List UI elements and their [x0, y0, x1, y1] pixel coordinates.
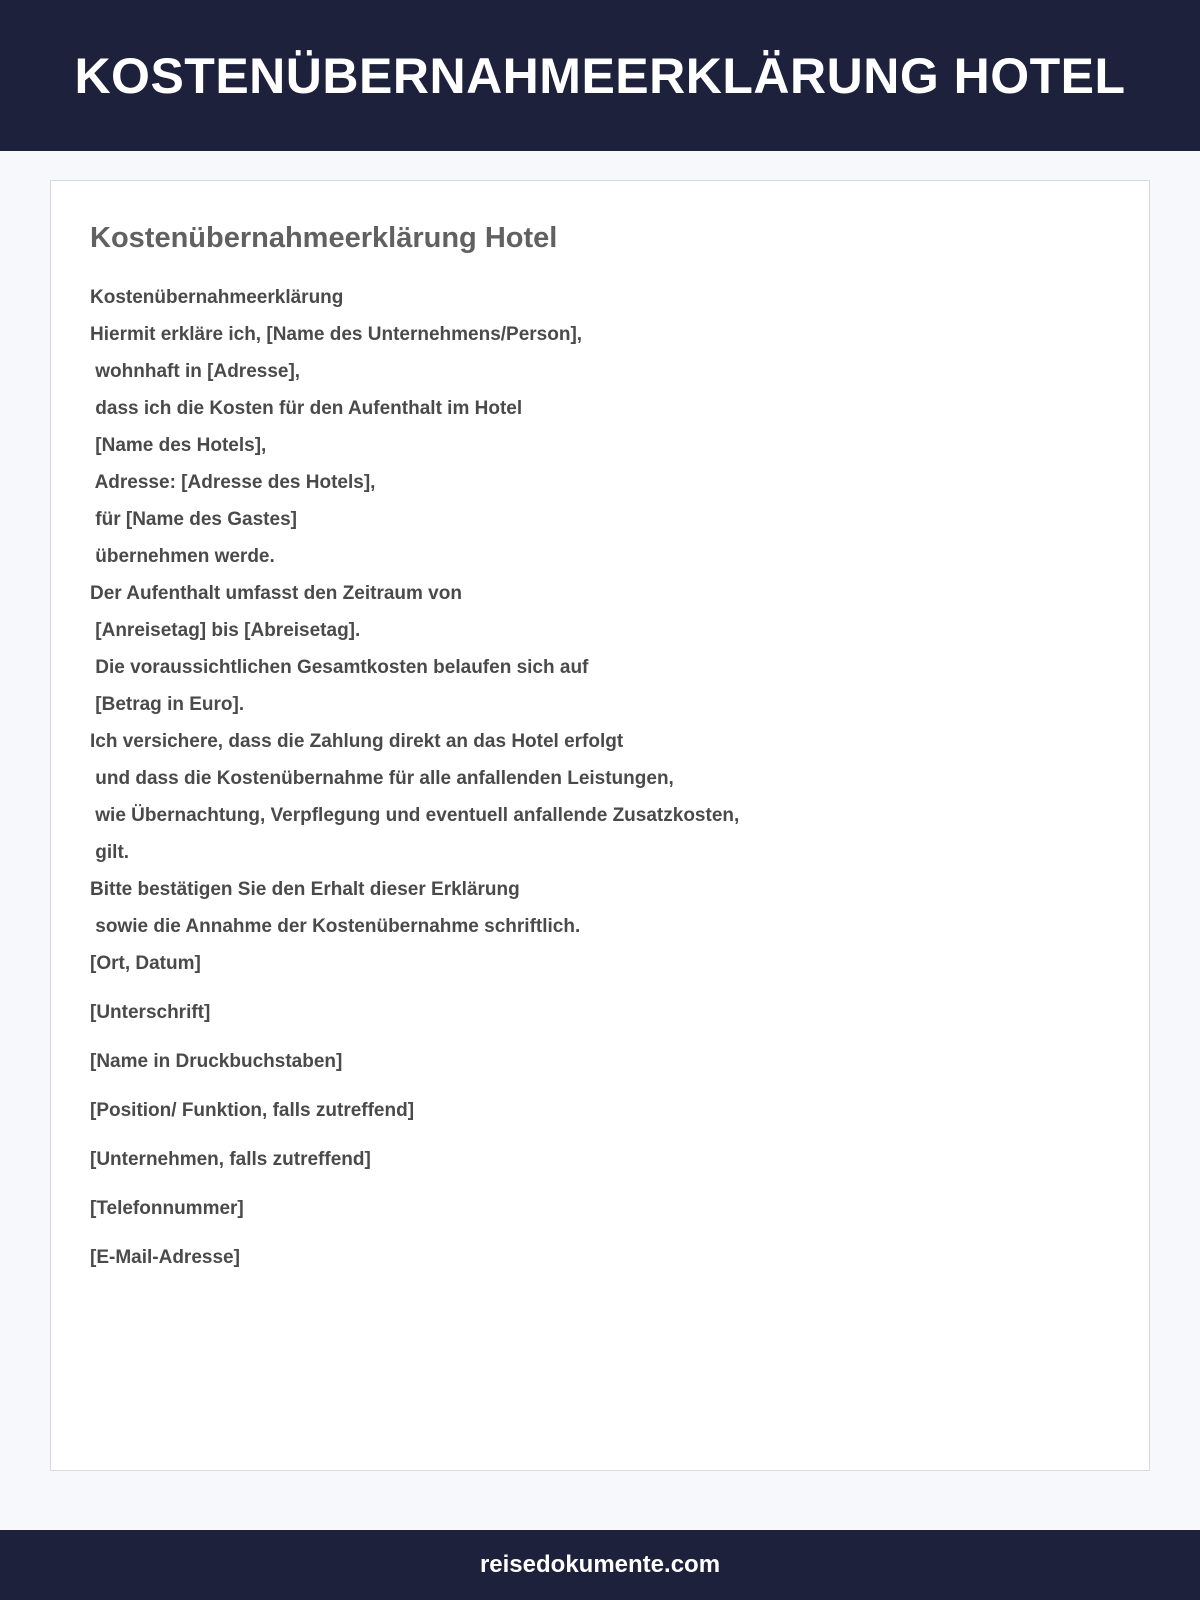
signature-field-place-date: [Ort, Datum]: [90, 953, 201, 974]
document-line: für [Name des Gastes]: [90, 509, 297, 530]
document-line: Adresse: [Adresse des Hotels],: [90, 472, 376, 493]
document-line: [Name des Hotels],: [90, 435, 267, 456]
page-header: [0, 0, 1200, 151]
document-line: Ich versichere, dass die Zahlung direkt an das Hotel erfolgt: [90, 731, 624, 752]
document-line: übernehmen werde.: [90, 546, 275, 567]
footer-site-name: reisedokumente.com: [479, 1551, 721, 1578]
document-line: [Betrag in Euro].: [90, 694, 245, 715]
document-line: wie Übernachtung, Verpflegung und eventuell anfallende Zusatzkosten,: [90, 805, 740, 826]
document-line: dass ich die Kosten für den Aufenthalt im Hotel: [90, 398, 523, 419]
document-line: Hiermit erkläre ich, [Name des Unternehmens/Person],: [90, 324, 583, 345]
document-line: und dass die Kostenübernahme für alle anfallenden Leistungen,: [90, 768, 674, 789]
signature-field-position: [Position/ Funktion, falls zutreffend]: [90, 1100, 415, 1121]
document-line: Bitte bestätigen Sie den Erhalt dieser Erklärung: [90, 879, 520, 900]
document-line: gilt.: [90, 842, 130, 863]
document-line: Die voraussichtlichen Gesamtkosten belaufen sich auf: [90, 657, 589, 678]
document-line: Der Aufenthalt umfasst den Zeitraum von: [90, 583, 462, 604]
page-footer: [0, 1530, 1200, 1600]
document-card: [50, 180, 1150, 1471]
document-line: Kostenübernahmeerklärung: [90, 287, 344, 308]
signature-field-company: [Unternehmen, falls zutreffend]: [90, 1149, 371, 1170]
signature-field-email: [E-Mail-Adresse]: [90, 1247, 240, 1268]
document-line: wohnhaft in [Adresse],: [90, 361, 301, 382]
signature-field-signature: [Unterschrift]: [90, 1002, 211, 1023]
header-title: KOSTENÜBERNAHMEERKLÄRUNG HOTEL: [74, 47, 1126, 104]
document-line: [Anreisetag] bis [Abreisetag].: [90, 620, 361, 641]
document-line: sowie die Annahme der Kostenübernahme schriftlich.: [90, 916, 581, 937]
document-title: Kostenübernahmeerklärung Hotel: [90, 222, 558, 254]
document-body: [90, 279, 1110, 1288]
signature-field-printed-name: [Name in Druckbuchstaben]: [90, 1051, 343, 1072]
signature-field-phone: [Telefonnummer]: [90, 1198, 244, 1219]
